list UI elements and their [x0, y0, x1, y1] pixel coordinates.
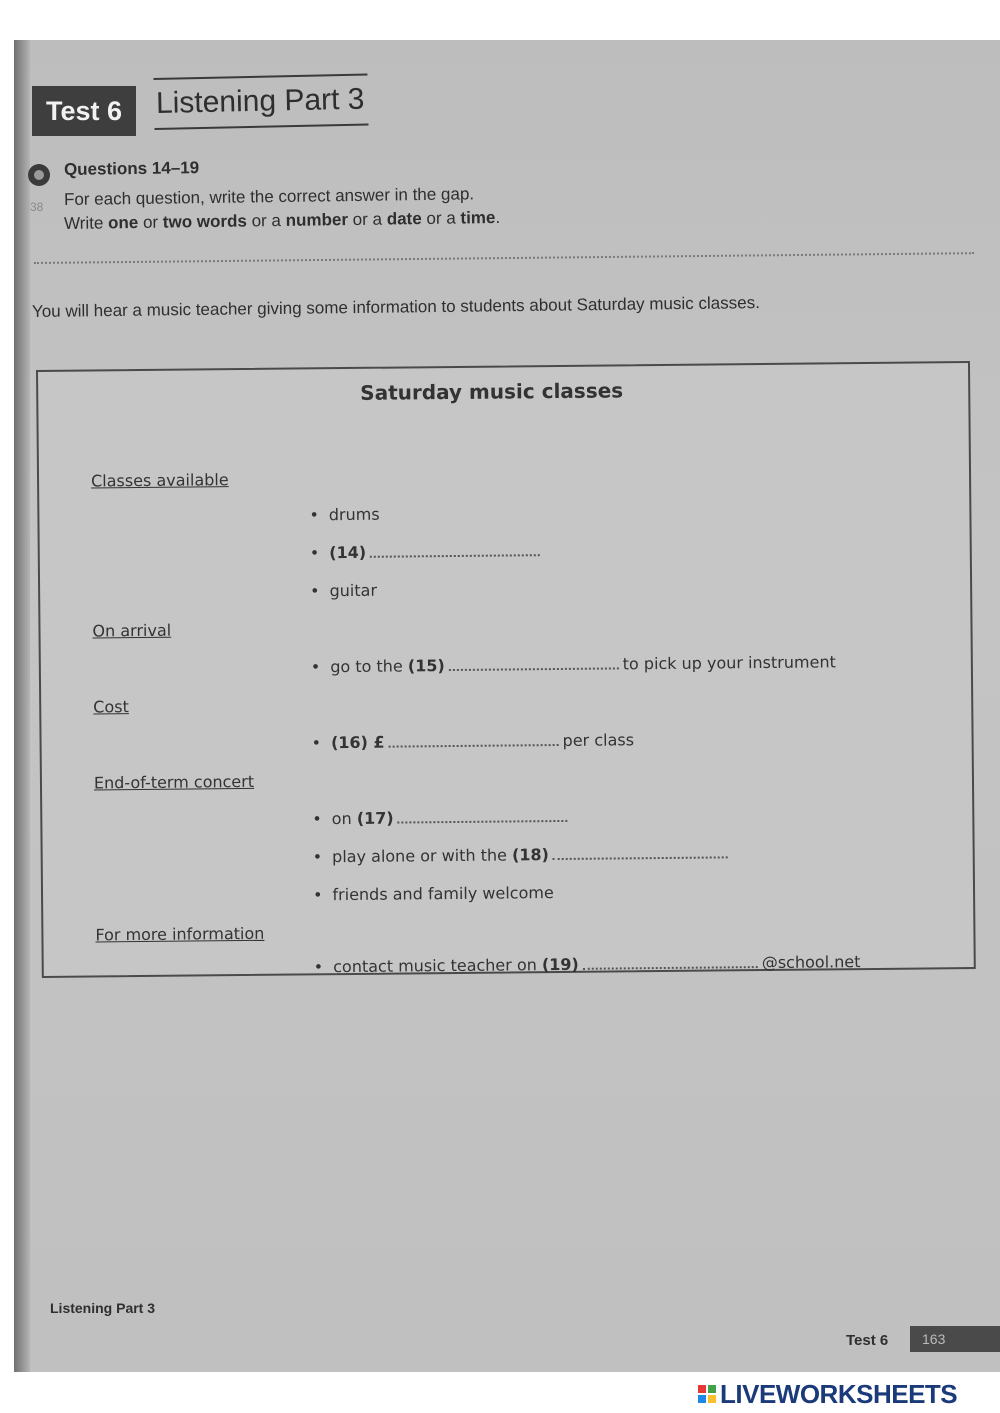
logo-text: LIVEWORKSHEETS — [720, 1378, 958, 1409]
book-spine-shadow — [14, 40, 30, 1372]
question-number: (14) — [329, 542, 367, 563]
bullet: • — [312, 809, 322, 829]
logo-square-icon — [708, 1395, 716, 1403]
item-guitar — [310, 581, 377, 601]
worksheet-page — [14, 40, 1000, 1372]
part-title: Listening Part 3 — [153, 74, 368, 130]
item-text: guitar — [329, 580, 378, 601]
item-drums — [309, 505, 379, 525]
section-heading-cost: Cost — [93, 697, 129, 717]
test-badge: Test 6 — [32, 86, 136, 136]
instr-text: or a — [246, 210, 286, 231]
bullet: • — [309, 543, 320, 563]
instr-emph-time: time — [460, 207, 496, 228]
item-q17 — [312, 807, 572, 828]
answer-gap-18[interactable] — [553, 855, 728, 860]
question-number: (15) — [407, 656, 445, 676]
section-heading-arrival: On arrival — [92, 620, 172, 641]
instr-text: or — [138, 212, 163, 232]
instr-text: . — [495, 207, 501, 227]
answer-gap-14[interactable] — [370, 553, 540, 558]
item-text: on — [331, 808, 352, 829]
bullet: • — [312, 885, 323, 905]
section-heading-concert: End-of-term concert — [93, 771, 255, 793]
footer-section-label: Listening Part 3 — [50, 1300, 156, 1316]
instr-emph-two-words: two words — [162, 211, 248, 232]
item-text: contact music teacher on — [333, 955, 537, 977]
bullet: • — [310, 657, 321, 677]
item-q19 — [314, 952, 861, 976]
item-text: go to the — [330, 656, 403, 677]
answer-gap-16[interactable] — [389, 743, 559, 748]
logo-square-icon — [698, 1395, 706, 1403]
instr-text: or a — [347, 209, 387, 230]
instr-text: or a — [421, 208, 461, 229]
item-q18 — [313, 843, 732, 866]
instr-emph-number: number — [285, 210, 349, 230]
answer-gap-19[interactable] — [583, 965, 758, 970]
audio-track-icon — [28, 164, 50, 186]
instr-emph-one: one — [107, 212, 139, 233]
footer-test-label: Test 6 — [846, 1332, 889, 1349]
notes-form — [36, 361, 976, 978]
instruction-line-1: For each question, write the correct answer in the gap. — [63, 184, 475, 209]
logo-square-icon — [698, 1385, 706, 1393]
item-text: to pick up your instrument — [622, 652, 836, 674]
bullet: • — [313, 957, 324, 977]
item-text: play alone or with the — [332, 845, 508, 867]
intro-text: You will hear a music teacher giving some information to students about Saturday music classes. — [31, 293, 760, 321]
section-heading-more-info: For more information — [95, 923, 265, 945]
questions-range: Questions 14–19 — [63, 158, 200, 179]
item-text: @school.net — [761, 952, 861, 973]
section-divider — [34, 252, 974, 264]
item-text: drums — [328, 504, 380, 525]
question-number: (19) — [541, 954, 579, 975]
item-text: friends and family welcome — [332, 883, 554, 905]
form-title: Saturday music classes — [360, 378, 624, 405]
answer-gap-15[interactable] — [449, 666, 619, 671]
question-number: (18) — [511, 845, 550, 865]
logo-grid-icon — [698, 1385, 716, 1403]
instr-text: Write — [63, 213, 109, 233]
section-heading-classes: Classes available — [90, 470, 229, 491]
instruction-line-2 — [64, 208, 500, 234]
item-text: per class — [562, 730, 635, 750]
liveworksheets-logo — [698, 1380, 957, 1408]
bullet: • — [311, 733, 322, 753]
bullet: • — [309, 505, 319, 525]
bullet: • — [312, 847, 323, 867]
item-q16 — [312, 730, 635, 752]
instr-emph-date: date — [386, 209, 422, 229]
logo-square-icon — [708, 1385, 716, 1393]
question-number: (16) £ — [330, 732, 385, 753]
item-family — [313, 883, 554, 904]
bullet: • — [310, 581, 320, 601]
answer-gap-17[interactable] — [398, 819, 568, 824]
item-q14 — [310, 541, 544, 562]
track-number: 38 — [30, 200, 44, 214]
item-q15 — [311, 652, 836, 676]
question-number: (17) — [356, 808, 394, 828]
page-number: 163 — [910, 1326, 1000, 1352]
